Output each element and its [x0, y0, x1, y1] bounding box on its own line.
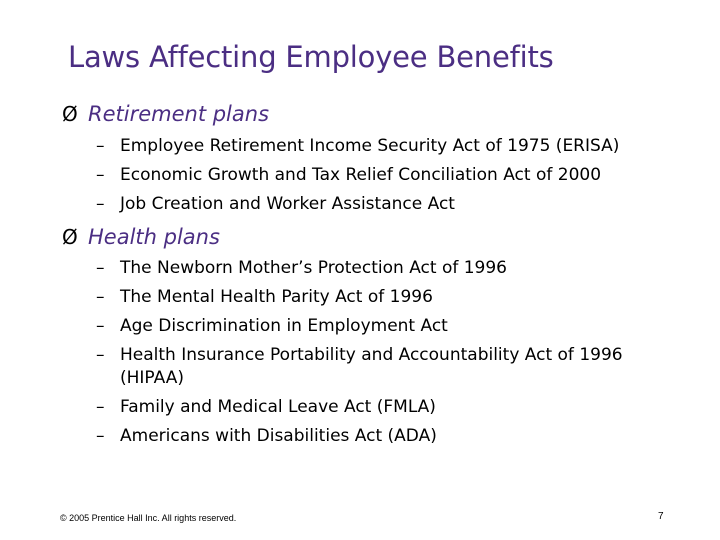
page-number: 7	[658, 511, 664, 522]
list-item	[96, 194, 455, 214]
dash-bullet: –	[96, 345, 105, 365]
list-item-text: The Newborn Mother’s Protection Act of 1996	[120, 258, 507, 278]
list-item	[96, 345, 623, 365]
arrow-bullet-icon: Ø	[62, 225, 78, 249]
dash-bullet: –	[96, 258, 105, 278]
list-item-text: The Mental Health Parity Act of 1996	[120, 287, 433, 307]
copyright-footer: © 2005 Prentice Hall Inc. All rights reserved.	[60, 513, 237, 523]
list-item	[96, 397, 436, 417]
section-retirement-plans	[62, 102, 269, 126]
dash-bullet: –	[96, 194, 105, 214]
list-item-text: (HIPAA)	[120, 368, 184, 388]
list-item	[96, 258, 507, 278]
list-item	[96, 287, 433, 307]
dash-bullet: –	[96, 397, 105, 417]
list-item-continuation	[96, 368, 184, 388]
list-item-text: Age Discrimination in Employment Act	[120, 316, 448, 336]
dash-bullet: –	[96, 426, 105, 446]
list-item	[96, 426, 437, 446]
list-item	[96, 316, 448, 336]
dash-bullet: –	[96, 136, 105, 156]
list-item-text: Economic Growth and Tax Relief Conciliation Act of 2000	[120, 165, 602, 185]
list-item-text: Employee Retirement Income Security Act of 1975 (ERISA)	[120, 136, 620, 156]
list-item	[96, 136, 619, 156]
dash-bullet: –	[96, 165, 105, 185]
list-item	[96, 165, 601, 185]
section-label: Retirement plans	[88, 102, 270, 126]
arrow-bullet-icon: Ø	[62, 102, 78, 126]
list-item-text: Americans with Disabilities Act (ADA)	[120, 426, 437, 446]
section-health-plans	[62, 225, 220, 249]
list-item-text: Health Insurance Portability and Accountability Act of 1996	[120, 345, 623, 365]
list-item-text: Family and Medical Leave Act (FMLA)	[120, 397, 436, 417]
list-item-text: Job Creation and Worker Assistance Act	[120, 194, 455, 214]
dash-bullet: –	[96, 287, 105, 307]
dash-bullet: –	[96, 316, 105, 336]
slide-title: Laws Affecting Employee Benefits	[68, 40, 554, 74]
section-label: Health plans	[88, 225, 220, 249]
